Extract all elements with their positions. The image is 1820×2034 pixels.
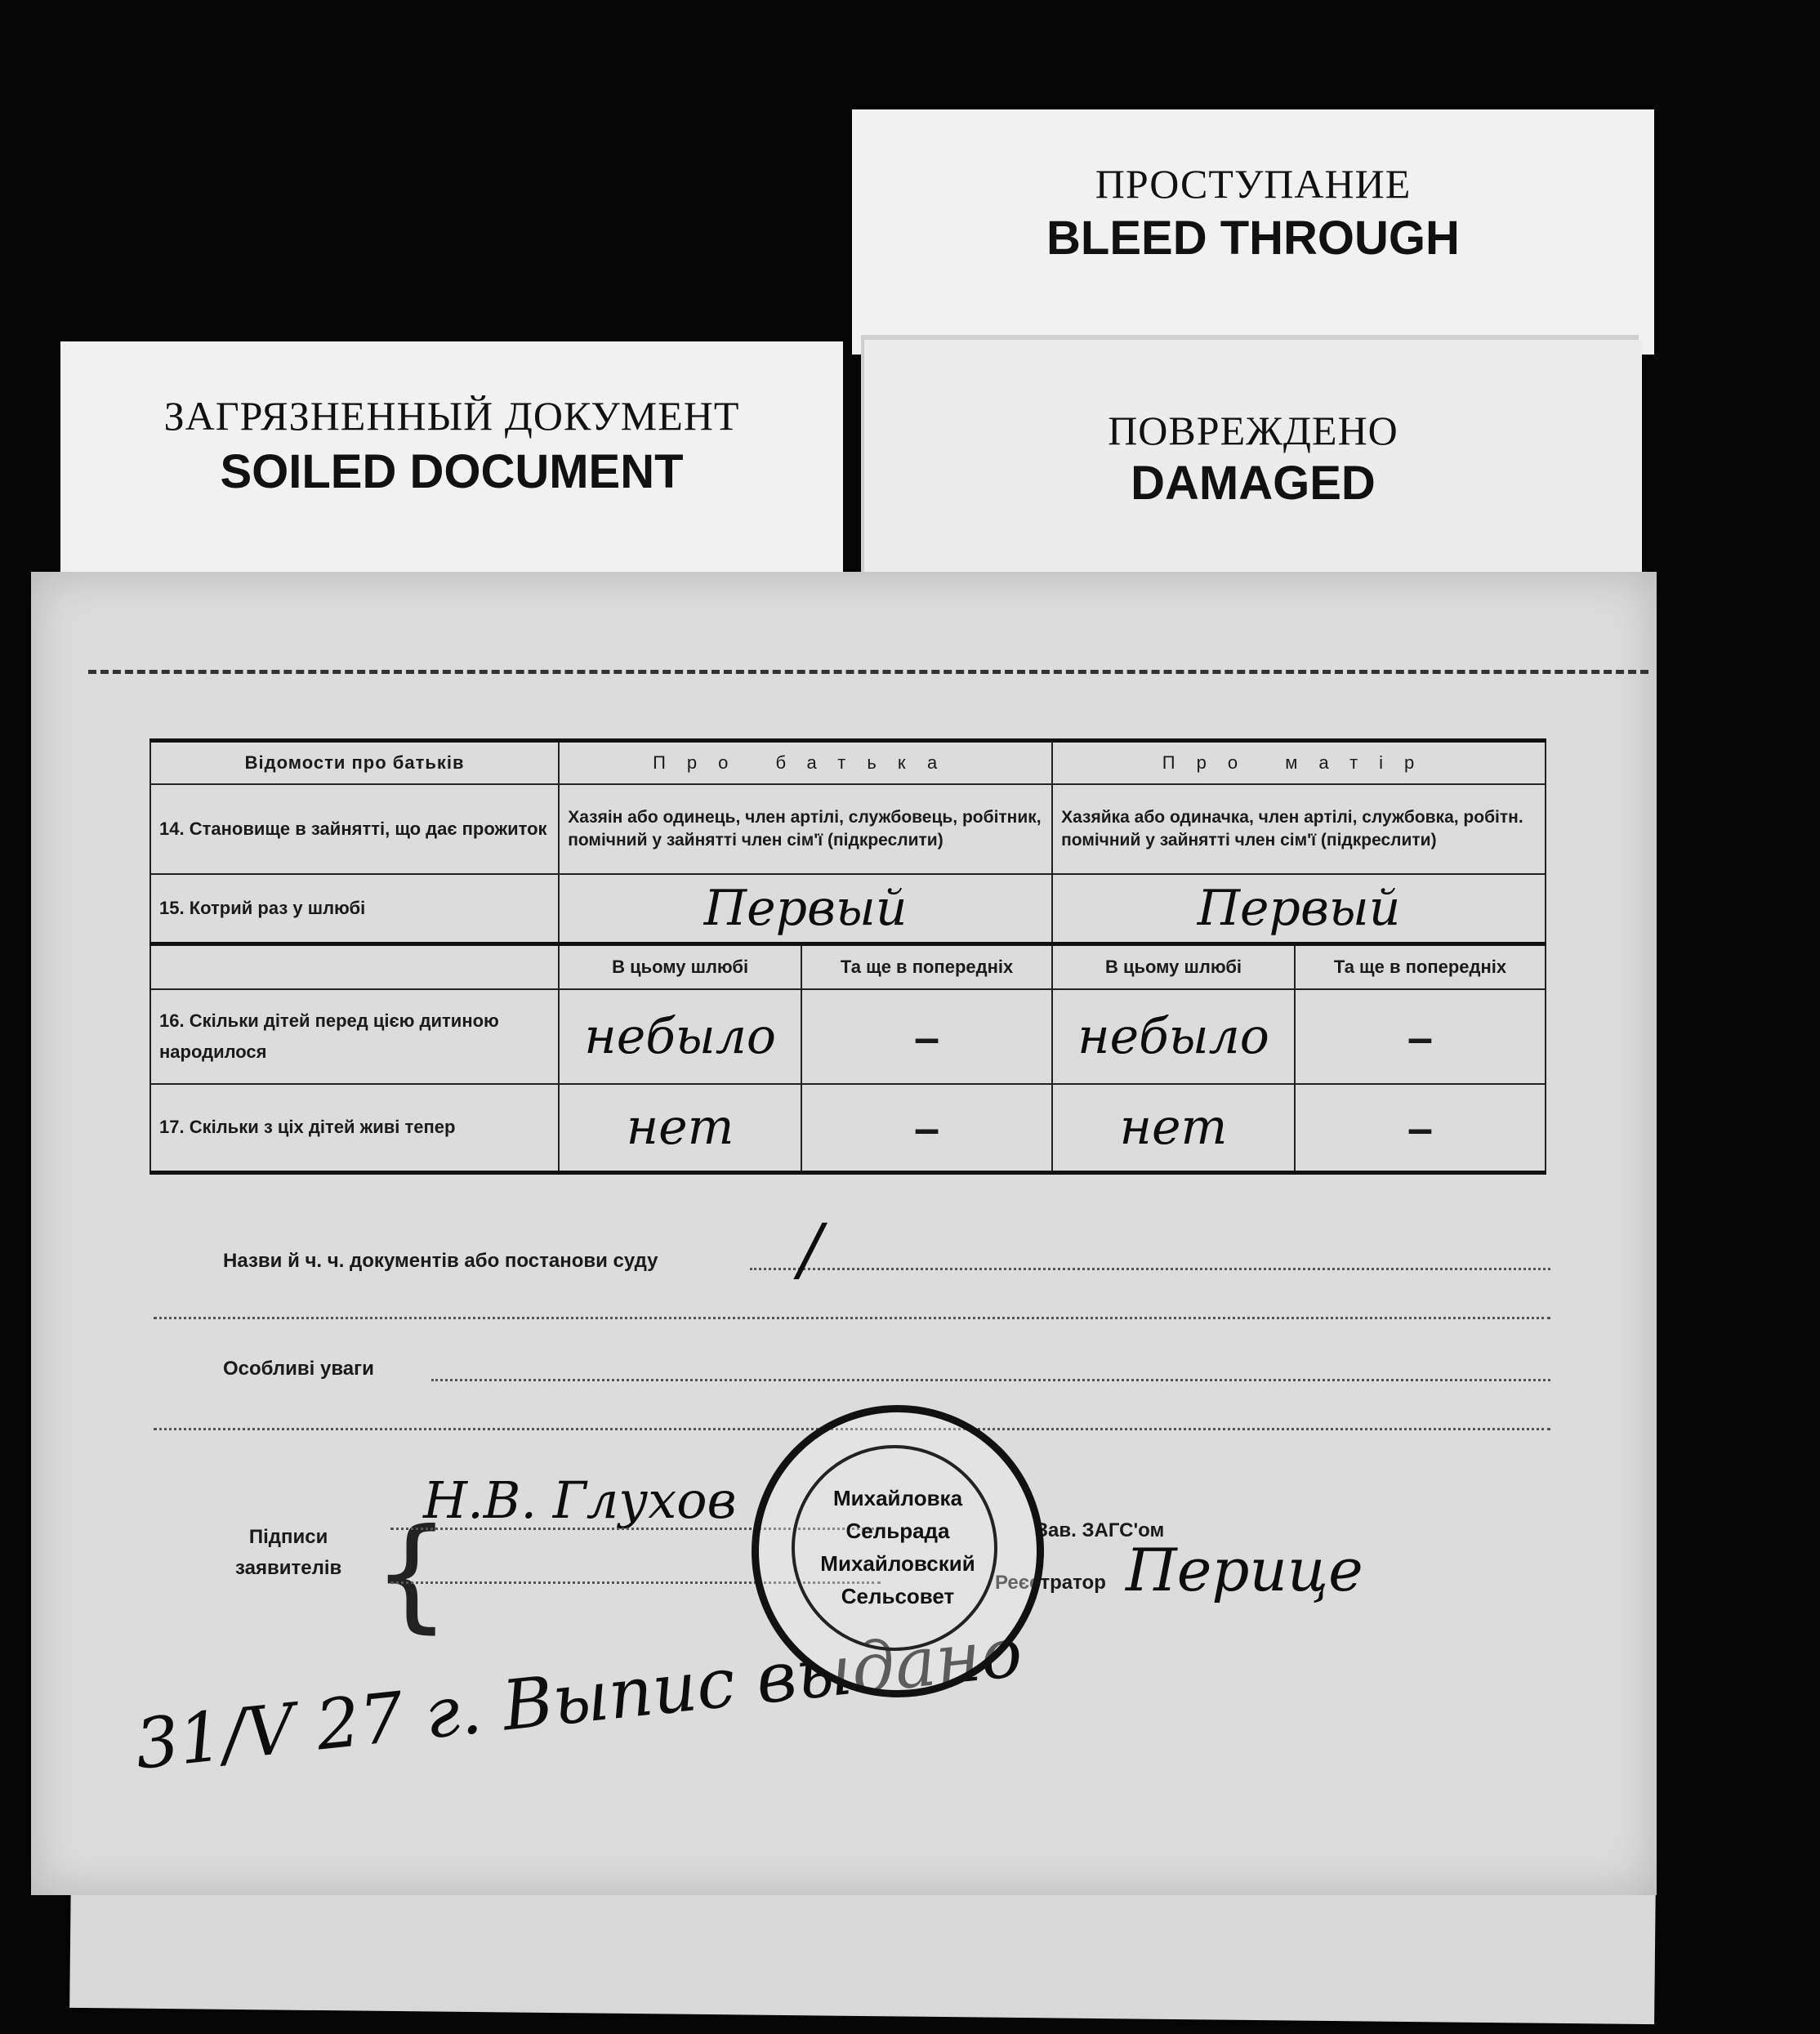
- stamp-line4: Сельсовет: [841, 1584, 955, 1608]
- stamp-line1: Михайловка: [832, 1486, 963, 1510]
- notes-dotline: [431, 1379, 1550, 1381]
- registrar-signature: Перице: [1126, 1536, 1363, 1604]
- row17-father-prev: –: [801, 1084, 1052, 1172]
- notes-label: Особливі уваги: [223, 1358, 374, 1380]
- signatures-brace: {: [372, 1503, 451, 1645]
- row14-father: Хазяін або одинець, член артілі, службовець, робітник, помічний у зайнятті член сім'ї (підкреслити): [559, 784, 1052, 874]
- documents-dotline-2: [154, 1317, 1550, 1319]
- row14-label: 14. Становище в зайнятті, що дає прожиток: [150, 784, 559, 874]
- row16-label: 16. Скільки дітей перед цією дитиною народилося: [150, 989, 559, 1084]
- soiled-document-ru: ЗАГРЯЗНЕННЫЙ ДОКУМЕНТ: [163, 393, 740, 439]
- row16-mother-prev: –: [1295, 989, 1546, 1084]
- row16-mother-this: небыло: [1052, 989, 1295, 1084]
- subheader-mother-prev: Та ще в попередніх: [1295, 944, 1546, 990]
- documents-mark: /: [799, 1209, 823, 1289]
- subheader-mother-this: В цьому шлюбі: [1052, 944, 1295, 990]
- row15-father: Первый: [559, 874, 1052, 944]
- damaged-en: DAMAGED: [1131, 457, 1376, 510]
- subheader-father-this: В цьому шлюбі: [559, 944, 801, 990]
- row17-father-this: нет: [559, 1084, 801, 1172]
- row15-label: 15. Котрий раз у шлюбі: [150, 874, 559, 944]
- bleed-through-card: [852, 109, 1654, 355]
- row17-label: 17. Скільки з ціх дітей живі тепер: [150, 1084, 559, 1172]
- applicant-signature: Н.В. Глухов: [423, 1470, 737, 1530]
- stamp-inner-ring: [792, 1445, 997, 1651]
- bleed-through-ru: ПРОСТУПАНИЕ: [1095, 161, 1412, 207]
- register-form-sheet: [31, 572, 1657, 1895]
- soiled-document-card: [60, 341, 843, 587]
- registrar-label: Реєстратор: [995, 1572, 1106, 1594]
- documents-dotline: [750, 1268, 1550, 1270]
- footer-handwritten-note: 31/V 27 г. Выпис выдано: [131, 1612, 1026, 1785]
- header-father: Про батька: [559, 741, 1052, 785]
- row14-mother: Хазяйка або одиначка, член артілі, службовка, робітн. помічний у зайнятті член сім'ї (підкреслити): [1052, 784, 1546, 874]
- stamp-line2: Сельрада: [845, 1519, 950, 1543]
- header-col1: Відомости про батьків: [150, 741, 559, 785]
- damaged-ru: ПОВРЕЖДЕНО: [1108, 408, 1398, 453]
- stamp-line3: Михайловский: [820, 1551, 975, 1576]
- documents-label: Назви й ч. ч. документів або постанови суду: [223, 1250, 658, 1272]
- dashed-cut-line: [88, 670, 1648, 674]
- subheader-empty: [150, 944, 559, 990]
- official-stamp: [752, 1405, 1044, 1697]
- subheader-father-prev: Та ще в попередніх: [801, 944, 1052, 990]
- zags-label: Зав. ЗАГС'ом: [1036, 1519, 1165, 1541]
- header-mother: Про матір: [1052, 741, 1546, 785]
- parents-info-table: [149, 738, 1546, 1175]
- bleed-through-en: BLEED THROUGH: [1046, 212, 1460, 265]
- signatures-label-line1: Підписи: [248, 1526, 328, 1548]
- signatures-label: [235, 1526, 341, 1580]
- signatures-label-line2: заявителів: [235, 1557, 342, 1579]
- row17-mother-prev: –: [1295, 1084, 1546, 1172]
- damaged-card: [864, 340, 1642, 585]
- row16-father-prev: –: [801, 989, 1052, 1084]
- soiled-document-en: SOILED DOCUMENT: [220, 445, 684, 498]
- row17-mother-this: нет: [1052, 1084, 1295, 1172]
- row16-father-this: небыло: [559, 989, 801, 1084]
- row15-mother: Первый: [1052, 874, 1546, 944]
